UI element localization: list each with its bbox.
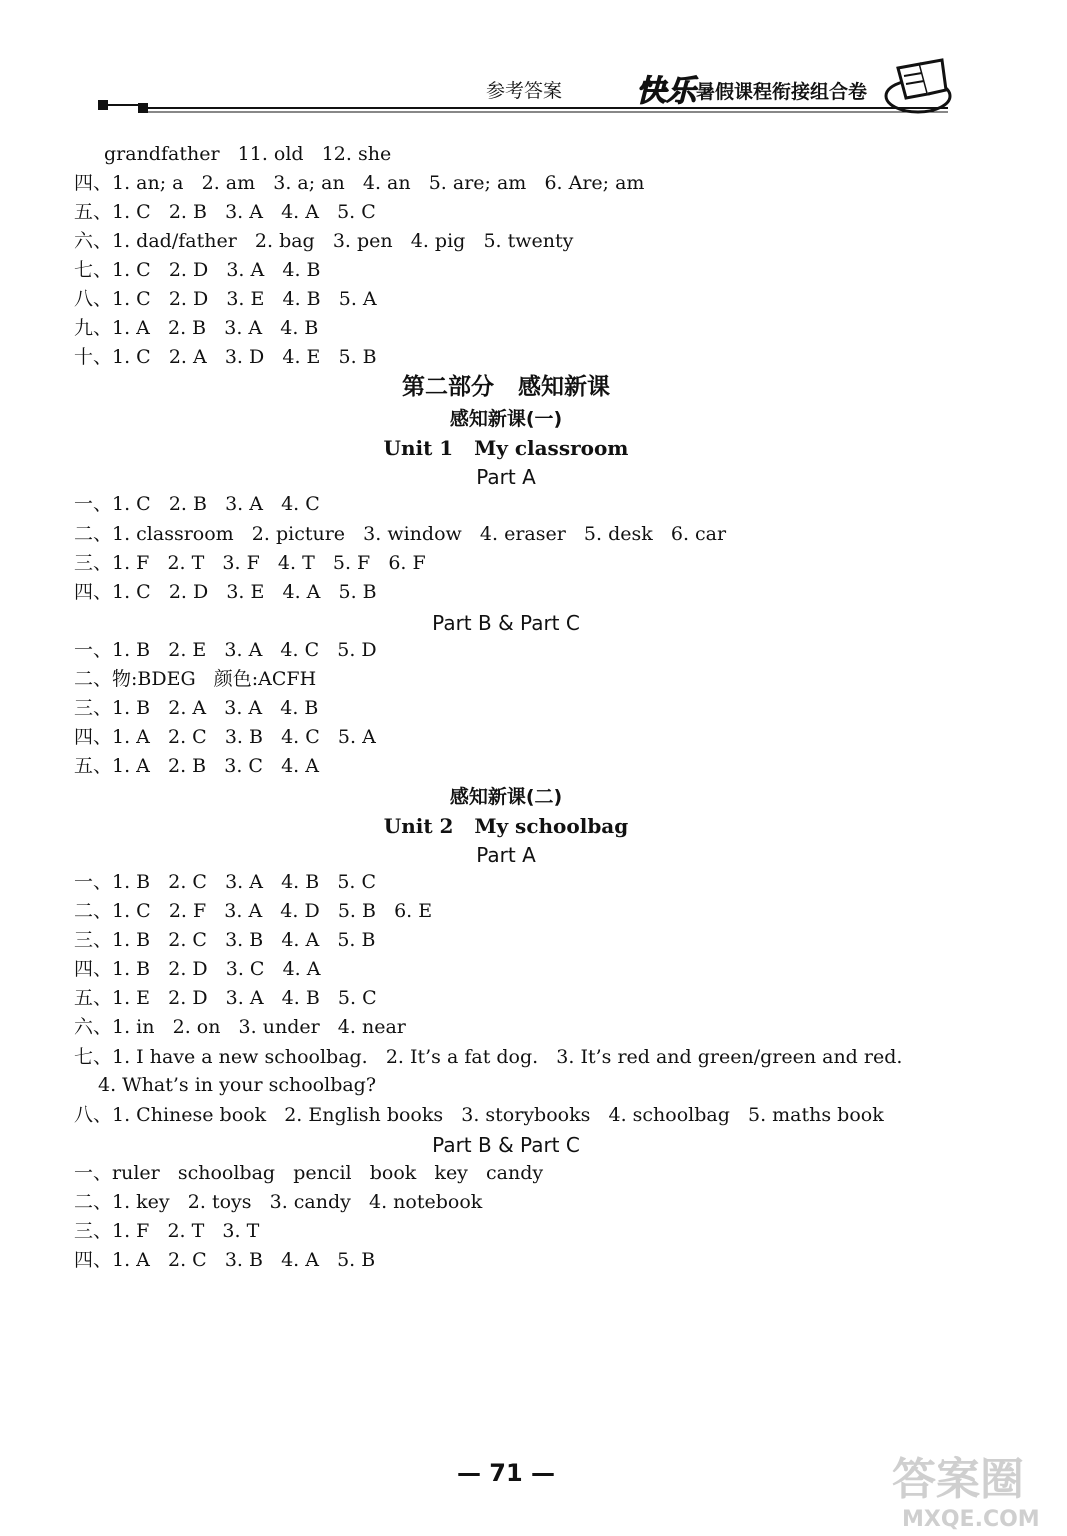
- answer-line: 九、1. A 2. B 3. A 4. B: [74, 317, 319, 339]
- header-label: 参考答案: [486, 80, 563, 102]
- answer-line: 一、1. C 2. B 3. A 4. C: [74, 493, 320, 515]
- answer-line: 4. What’s in your schoolbag?: [98, 1074, 377, 1096]
- section-heading: Unit 2 My schoolbag: [383, 814, 629, 838]
- answer-line: 十、1. C 2. A 3. D 4. E 5. B: [74, 346, 377, 368]
- answer-line: 一、ruler schoolbag pencil book key candy: [74, 1162, 544, 1184]
- watermark-text-url: MXQE.COM: [902, 1507, 1040, 1532]
- answer-line: 六、1. in 2. on 3. under 4. near: [74, 1016, 406, 1038]
- answer-line: 三、1. F 2. T 3. T: [74, 1220, 260, 1242]
- answer-line: 五、1. A 2. B 3. C 4. A: [74, 755, 319, 777]
- header-brand: 快乐: [636, 74, 696, 109]
- answer-line: 一、1. B 2. E 3. A 4. C 5. D: [74, 639, 377, 661]
- answer-line: grandfather 11. old 12. she: [104, 143, 392, 165]
- watermark-logo: [884, 1442, 1062, 1532]
- section-heading: Part A: [476, 465, 536, 489]
- header-series-title: 暑假课程衔接组合卷: [696, 81, 868, 103]
- answer-line: 八、1. Chinese book 2. English books 3. storybooks 4. schoolbag 5. maths book: [74, 1104, 884, 1126]
- section-heading: 感知新课(一): [449, 408, 563, 430]
- book-logo-icon: [884, 56, 954, 116]
- page-number: — 71 —: [456, 1459, 556, 1487]
- section-heading: Part A: [476, 843, 536, 867]
- section-heading: 感知新课(二): [449, 786, 563, 808]
- answer-line: 四、1. A 2. C 3. B 4. C 5. A: [74, 726, 376, 748]
- answer-line: 二、1. key 2. toys 3. candy 4. notebook: [74, 1191, 483, 1213]
- answer-line: 六、1. dad/father 2. bag 3. pen 4. pig 5. twenty: [74, 230, 574, 252]
- answer-line: 四、1. B 2. D 3. C 4. A: [74, 958, 321, 980]
- page-header: [0, 0, 1067, 130]
- answer-line: 三、1. B 2. C 3. B 4. A 5. B: [74, 929, 376, 951]
- answer-line: 三、1. F 2. T 3. F 4. T 5. F 6. F: [74, 552, 426, 574]
- answer-line: 四、1. A 2. C 3. B 4. A 5. B: [74, 1249, 376, 1271]
- answer-line: 七、1. I have a new schoolbag. 2. It’s a fat dog. 3. It’s red and green/green and red.: [74, 1046, 903, 1068]
- answer-line: 二、1. C 2. F 3. A 4. D 5. B 6. E: [74, 900, 433, 922]
- answer-line: 二、1. classroom 2. picture 3. window 4. eraser 5. desk 6. car: [74, 523, 727, 545]
- answer-line: 五、1. C 2. B 3. A 4. A 5. C: [74, 201, 376, 223]
- answer-line: 四、1. C 2. D 3. E 4. A 5. B: [74, 581, 377, 603]
- answer-line: 一、1. B 2. C 3. A 4. B 5. C: [74, 871, 377, 893]
- answer-line: 二、物:BDEG 颜色:ACFH: [74, 668, 317, 690]
- section-heading: Part B & Part C: [432, 611, 580, 635]
- answer-line: 三、1. B 2. A 3. A 4. B: [74, 697, 319, 719]
- watermark-text-main: 答案圈: [892, 1454, 1024, 1505]
- answer-line: 五、1. E 2. D 3. A 4. B 5. C: [74, 987, 377, 1009]
- answer-line: 四、1. an; a 2. am 3. a; an 4. an 5. are; am 6. Are; am: [74, 172, 645, 194]
- answer-line: 八、1. C 2. D 3. E 4. B 5. A: [74, 288, 377, 310]
- section-heading: 第二部分 感知新课: [401, 374, 611, 400]
- answer-line: 七、1. C 2. D 3. A 4. B: [74, 259, 321, 281]
- section-heading: Unit 1 My classroom: [383, 436, 629, 460]
- section-heading: Part B & Part C: [432, 1133, 580, 1157]
- header-rule: [98, 100, 958, 116]
